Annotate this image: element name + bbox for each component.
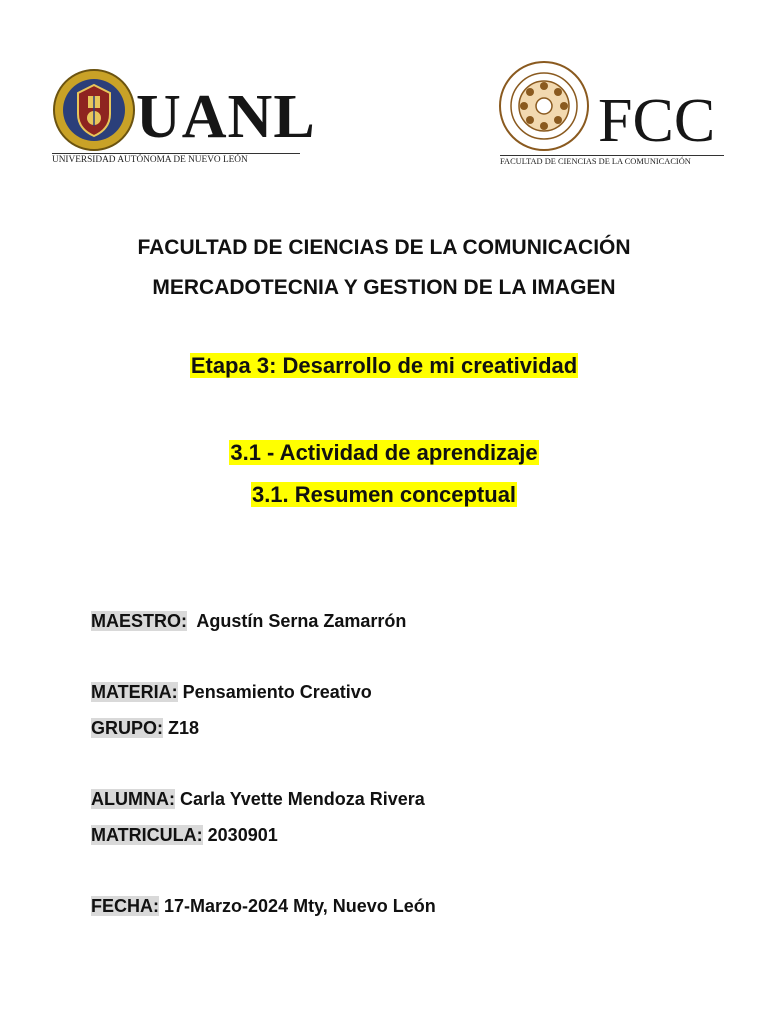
matricula-value: 2030901	[207, 825, 278, 845]
summary-title-line	[0, 482, 768, 508]
matricula-label: MATRICULA:	[91, 825, 203, 845]
fcc-seal-icon	[498, 60, 590, 152]
materia-line	[91, 682, 372, 703]
uanl-wordmark: UANL	[136, 83, 316, 151]
summary-title: 3.1. Resumen conceptual	[251, 482, 517, 507]
grupo-label: GRUPO:	[91, 718, 163, 738]
alumna-label: ALUMNA:	[91, 789, 175, 809]
fecha-label: FECHA:	[91, 896, 159, 916]
maestro-value: Agustín Serna Zamarrón	[196, 611, 407, 631]
maestro-line	[91, 611, 406, 632]
grupo-line	[91, 718, 199, 739]
faculty-heading: FACULTAD DE CIENCIAS DE LA COMUNICACIÓN	[137, 236, 631, 259]
alumna-line	[91, 789, 425, 810]
stage-title-line	[0, 353, 768, 379]
fecha-value: 17-Marzo-2024 Mty, Nuevo León	[164, 896, 436, 916]
fcc-subtitle: FACULTAD DE CIENCIAS DE LA COMUNICACIÓN	[500, 155, 724, 166]
grupo-value: Z18	[168, 718, 200, 738]
materia-value: Pensamiento Creativo	[182, 682, 372, 702]
activity-title: 3.1 - Actividad de aprendizaje	[230, 440, 538, 465]
alumna-value: Carla Yvette Mendoza Rivera	[180, 789, 425, 809]
matricula-line	[91, 825, 278, 846]
uanl-seal-icon	[52, 68, 136, 152]
maestro-label: MAESTRO:	[91, 611, 187, 631]
fcc-wordmark: FCC	[598, 87, 716, 155]
uanl-subtitle: UNIVERSIDAD AUTÓNOMA DE NUEVO LEÓN	[52, 153, 300, 165]
fcc-logo	[498, 58, 724, 170]
stage-title: Etapa 3: Desarrollo de mi creatividad	[190, 353, 578, 378]
uanl-logo	[52, 66, 316, 166]
fecha-line	[91, 896, 436, 917]
activity-title-line	[0, 440, 768, 466]
materia-label: MATERIA:	[91, 682, 178, 702]
program-heading: MERCADOTECNIA Y GESTION DE LA IMAGEN	[152, 276, 616, 299]
